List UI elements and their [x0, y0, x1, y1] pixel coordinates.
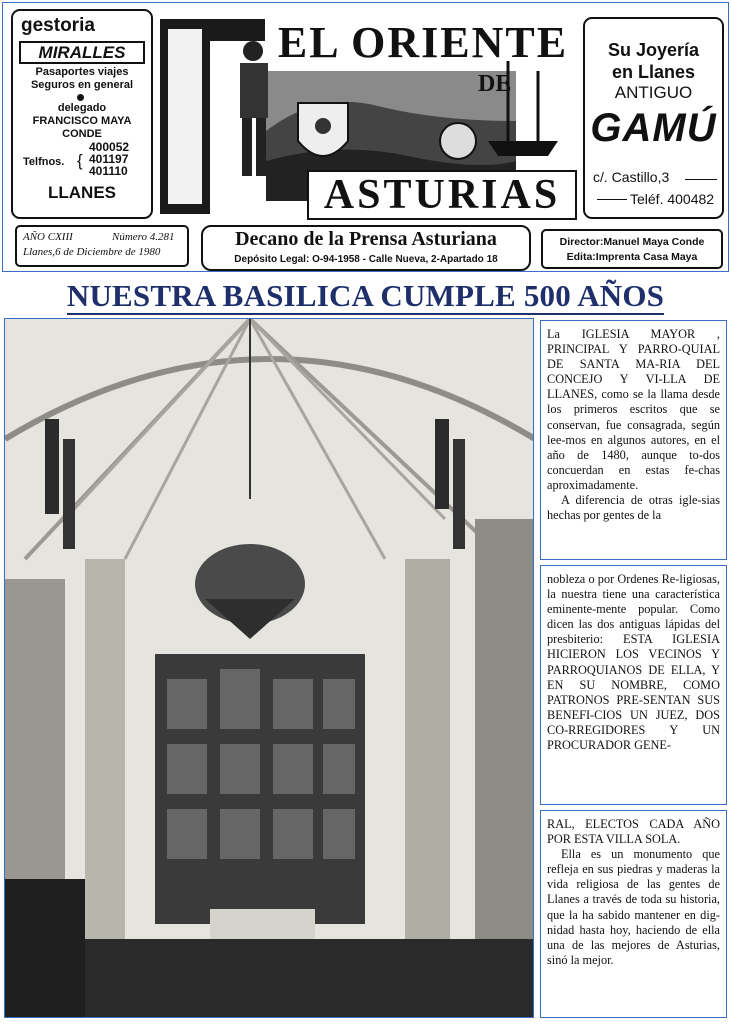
- article-paragraph: RAL, ELECTOS CADA AÑO POR ESTA VILLA SOLA.: [547, 817, 720, 847]
- ad-left-delegate-name-1: FRANCISCO MAYA: [32, 115, 132, 127]
- ad-left-service-1: Pasaportes viajes: [35, 66, 129, 78]
- ad-right-line-3: ANTIGUO: [614, 83, 693, 102]
- ad-left-phone-2: 401197: [89, 152, 129, 166]
- bullet-icon: [77, 94, 84, 101]
- article-paragraph: Ella es un monumento que refleja en sus piedras y maderas la vida religiosa de las gentes de Llanes a través de toda su historia, que la ha sabido mantener en dig-nidad hasta hoy, haciendo de ella una de las mejores de Asturias, sinó la mejor.: [547, 847, 720, 967]
- basilica-illustration: [5, 319, 534, 1018]
- issue-number: Número 4.281: [112, 231, 175, 243]
- article-paragraph: A diferencia de otras igle-sias hechas por gentes de la: [547, 493, 720, 523]
- ad-left-phone-label: Telfnos.: [23, 156, 65, 168]
- ad-left-delegate-label: delegado: [57, 102, 107, 114]
- joyeria-gamu-ad: [583, 17, 724, 219]
- ad-right-line-1: Su Joyería: [607, 40, 700, 60]
- issue-year: AÑO CXIII: [23, 231, 73, 243]
- article-column-1: [540, 320, 727, 560]
- ad-left-brand: gestoria: [21, 15, 95, 36]
- ad-left-name: MIRALLES: [19, 41, 145, 64]
- article-headline: [0, 278, 731, 318]
- ad-left-phone-1: 400052: [89, 140, 130, 154]
- basilica-interior-photo: [4, 318, 534, 1018]
- issue-info: [15, 225, 189, 267]
- brace-icon: {: [77, 151, 83, 170]
- title-line-1: EL ORIENTE: [277, 18, 569, 67]
- ad-right-address: c/. Castillo,3: [593, 169, 670, 185]
- ad-left-phone-3: 401110: [89, 164, 128, 178]
- decano-banner: [201, 225, 531, 271]
- article-paragraph: La IGLESIA MAYOR , PRINCIPAL Y PARRO-QUIAL DE SANTA MA-RIA DEL CONCEJO Y VI-LLA DE LLANES, como se la llama desde los primeros escritos que se conservan, fue consagrada, según lee-mos en algunos autores, en el año de 1480, aunque to-dos concuerdan en estas fe-chas aproximadamente.: [547, 327, 720, 492]
- article-column-2: [540, 565, 727, 805]
- decano-tagline: Decano de la Prensa Asturiana: [235, 228, 497, 250]
- divider: [597, 199, 627, 200]
- headline-text: NUESTRA BASILICA CUMPLE 500 AÑOS: [66, 278, 665, 313]
- ad-left-town: LLANES: [48, 183, 116, 202]
- divider: [685, 179, 717, 180]
- article-column-3: [540, 810, 727, 1018]
- newspaper-title: [158, 11, 578, 223]
- issue-date: Llanes,6 de Diciembre de 1980: [23, 246, 161, 258]
- masthead: [2, 2, 729, 272]
- editor-info: [541, 229, 723, 269]
- ad-left-service-2: Seguros en general: [30, 79, 134, 91]
- title-line-2: ASTURIAS: [323, 172, 561, 218]
- ad-right-phone: Teléf. 400482: [630, 191, 715, 207]
- director: Director:Manuel Maya Conde: [559, 236, 705, 248]
- ad-left-delegate-name-2: CONDE: [62, 128, 102, 140]
- publisher: Edita:Imprenta Casa Maya: [566, 251, 698, 263]
- article-paragraph: nobleza o por Ordenes Re-ligiosas, la nuestra tiene una característica eminente-mente popular. Como dicen las dos antiguas lápidas del presbiterio: ESTA IGLESIA HICIERON LOS VECINOS Y PARROQUIANOS DE ELLA, Y EN SU NOMBRE, COMO PATRONOS PRE-SENTAN SUS BENEFI-CIOS UN JUEZ, DOS CO-RREGIDORES Y UN PROCURADOR GENE-: [547, 572, 720, 753]
- ad-right-line-2: en Llanes: [611, 62, 696, 82]
- decano-legal: Depósito Legal: O-94-1958 - Calle Nueva, 2-Apartado 18: [234, 254, 498, 265]
- gestoria-miralles-ad: [11, 9, 153, 219]
- title-line-1-suffix: DE: [478, 71, 512, 97]
- ad-right-brand: GAMÚ: [590, 106, 717, 150]
